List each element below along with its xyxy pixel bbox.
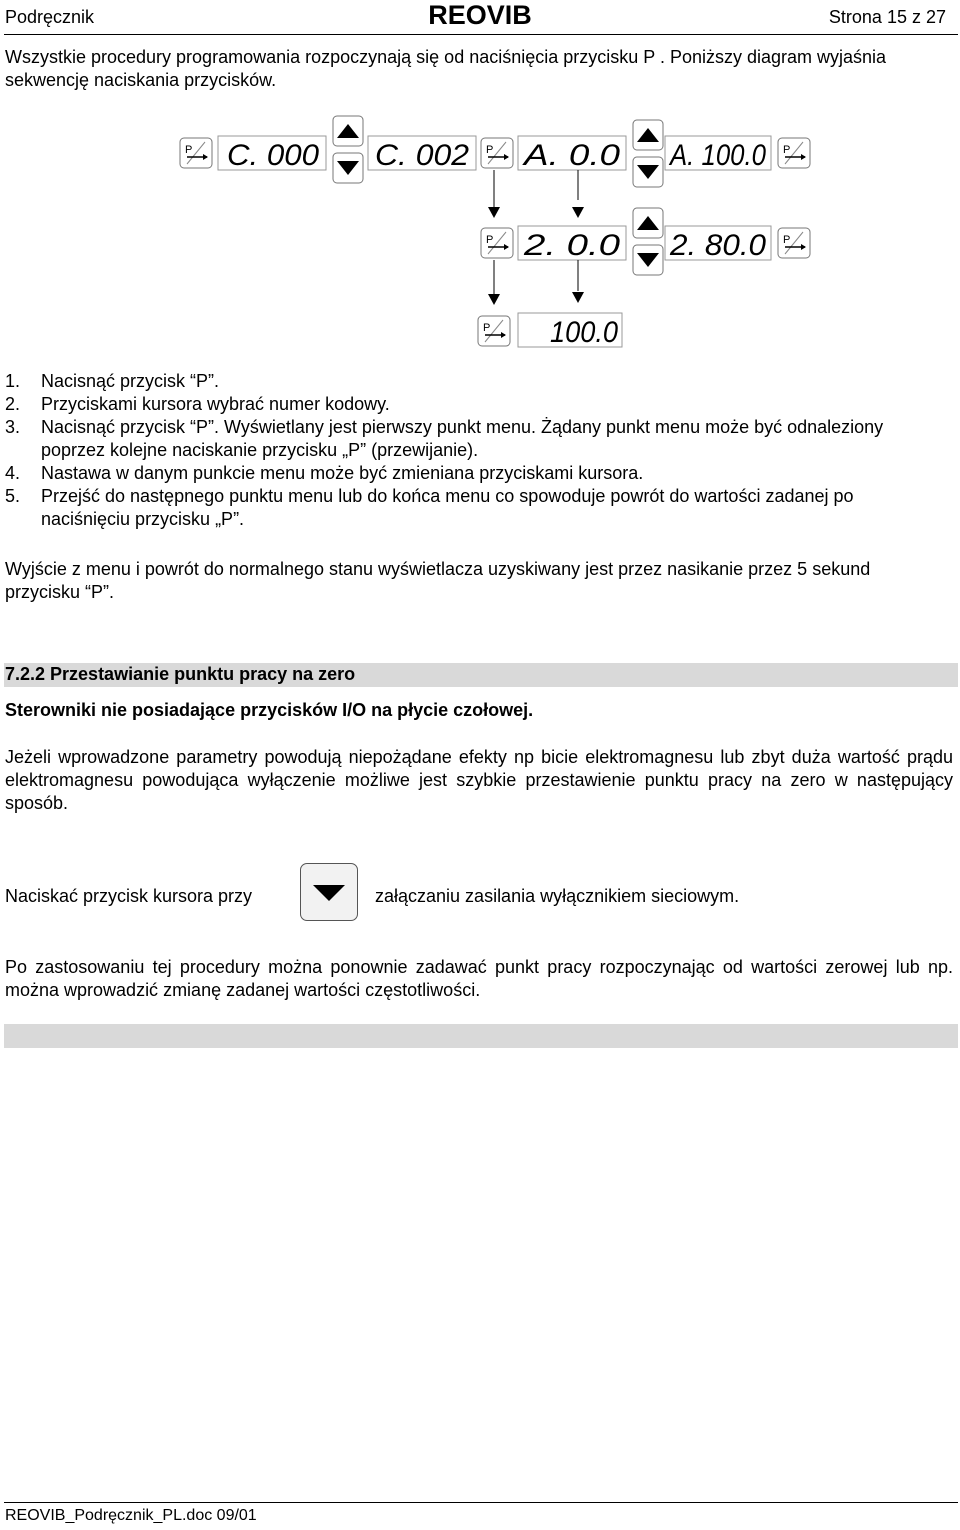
p-button-icon	[778, 228, 810, 258]
display-readout: 2. 0.0	[522, 229, 621, 262]
list-item-number: 5.	[5, 486, 21, 506]
button-sequence-diagram	[0, 112, 960, 357]
header-title: REOVIB	[428, 0, 532, 30]
list-item	[5, 416, 945, 462]
press-instruction-right: załączaniu zasilania wyłącznikiem sieciowym.	[375, 886, 740, 906]
p-button-label: P	[783, 234, 791, 246]
list-item-text: Nastawa w danym punkcie menu może być zmieniana przyciskami kursora.	[41, 463, 644, 483]
p-button-label: P	[486, 234, 494, 246]
p-button-label: P	[486, 144, 494, 156]
display-readout: A. 0.0	[521, 139, 621, 172]
cursor-down-button-icon	[300, 863, 358, 921]
list-item	[5, 485, 945, 531]
exit-paragraph: Wyjście z menu i powrót do normalnego stanu wyświetlacza uzyskiwany jest przez nasikanie przez 5 sekund przycisku “P”.	[5, 559, 871, 602]
list-item-text: Nacisnąć przycisk “P”.	[41, 371, 220, 391]
header-page-number: Strona 15 z 27	[828, 7, 946, 27]
steps-list	[5, 370, 945, 531]
list-item-text: Przyciskami kursora wybrać numer kodowy.	[41, 394, 390, 414]
display-readout: 100.0	[550, 316, 619, 349]
section-subtitle: Sterowniki nie posiadające przycisków I/O na płycie czołowej.	[5, 700, 534, 720]
display-readout: C. 000	[227, 139, 320, 172]
list-item	[5, 462, 945, 485]
p-button-icon	[778, 138, 810, 168]
intro-paragraph: Wszystkie procedury programowania rozpoczynają się od naciśnięcia przycisku P . Poniższy diagram wyjaśnia sekwencję naciskania przycisków.	[5, 47, 887, 90]
footer-divider	[4, 1502, 958, 1503]
flow-arrowhead	[572, 292, 584, 303]
next-section-bar	[4, 1024, 958, 1048]
down-arrow-icon	[333, 153, 363, 183]
flow-arrowhead	[572, 207, 584, 218]
list-item	[5, 393, 945, 416]
list-item-number: 1.	[5, 371, 21, 391]
list-item-text: Przejść do następnego punktu menu lub do końca menu co spowoduje powrót do wartości zadanej po naciśnięciu przycisku „P”.	[41, 486, 854, 529]
p-button-icon	[478, 316, 510, 346]
section-paragraph: Jeżeli wprowadzone parametry powodują niepożądane efekty np bicie elektromagnesu lub zbyt duża wartość prądu elektromagnesu powodująca wyłączenie możliwe jest szybkie przestawienie punktu pracy na zero w następujący sposób.	[5, 747, 953, 813]
list-item	[5, 370, 945, 393]
press-instruction-left: Naciskać przycisk kursora przy	[5, 886, 253, 906]
up-arrow-icon	[633, 120, 663, 150]
up-arrow-icon	[633, 208, 663, 238]
list-item-number: 4.	[5, 463, 21, 483]
list-item-text: Nacisnąć przycisk “P”. Wyświetlany jest pierwszy punkt menu. Żądany punkt menu może być odnaleziony poprzez kolejne naciskanie przycisku „P” (przewijanie).	[41, 417, 884, 460]
list-item-number: 2.	[5, 394, 21, 414]
footer-filename: REOVIB_Podręcznik_PL.doc 09/01	[5, 1507, 257, 1524]
flow-arrowhead	[488, 294, 500, 305]
down-arrow-icon	[633, 245, 663, 275]
display-readout: C. 002	[375, 139, 470, 172]
p-button-label: P	[483, 322, 491, 334]
down-arrow-icon	[633, 157, 663, 187]
p-button-label: P	[185, 144, 193, 156]
display-readout: A. 100.0	[668, 139, 767, 172]
p-button-icon	[481, 138, 513, 168]
up-arrow-icon	[333, 116, 363, 146]
down-arrow-icon	[301, 864, 357, 920]
p-button-label: P	[783, 144, 791, 156]
header-doc-type: Podręcznik	[5, 7, 95, 27]
display-readout: 2. 80.0	[668, 229, 767, 262]
header-divider	[4, 34, 958, 35]
closing-paragraph: Po zastosowaniu tej procedury można ponownie zadawać punkt pracy rozpoczynając od wartości zerowej lub np. można wprowadzić zmianę zadanej wartości częstotliwości.	[5, 957, 953, 1000]
flow-arrowhead	[488, 207, 500, 218]
p-button-icon	[481, 228, 513, 258]
list-item-number: 3.	[5, 417, 21, 437]
section-title: 7.2.2 Przestawianie punktu pracy na zero	[5, 664, 356, 684]
p-button-icon	[180, 138, 212, 168]
